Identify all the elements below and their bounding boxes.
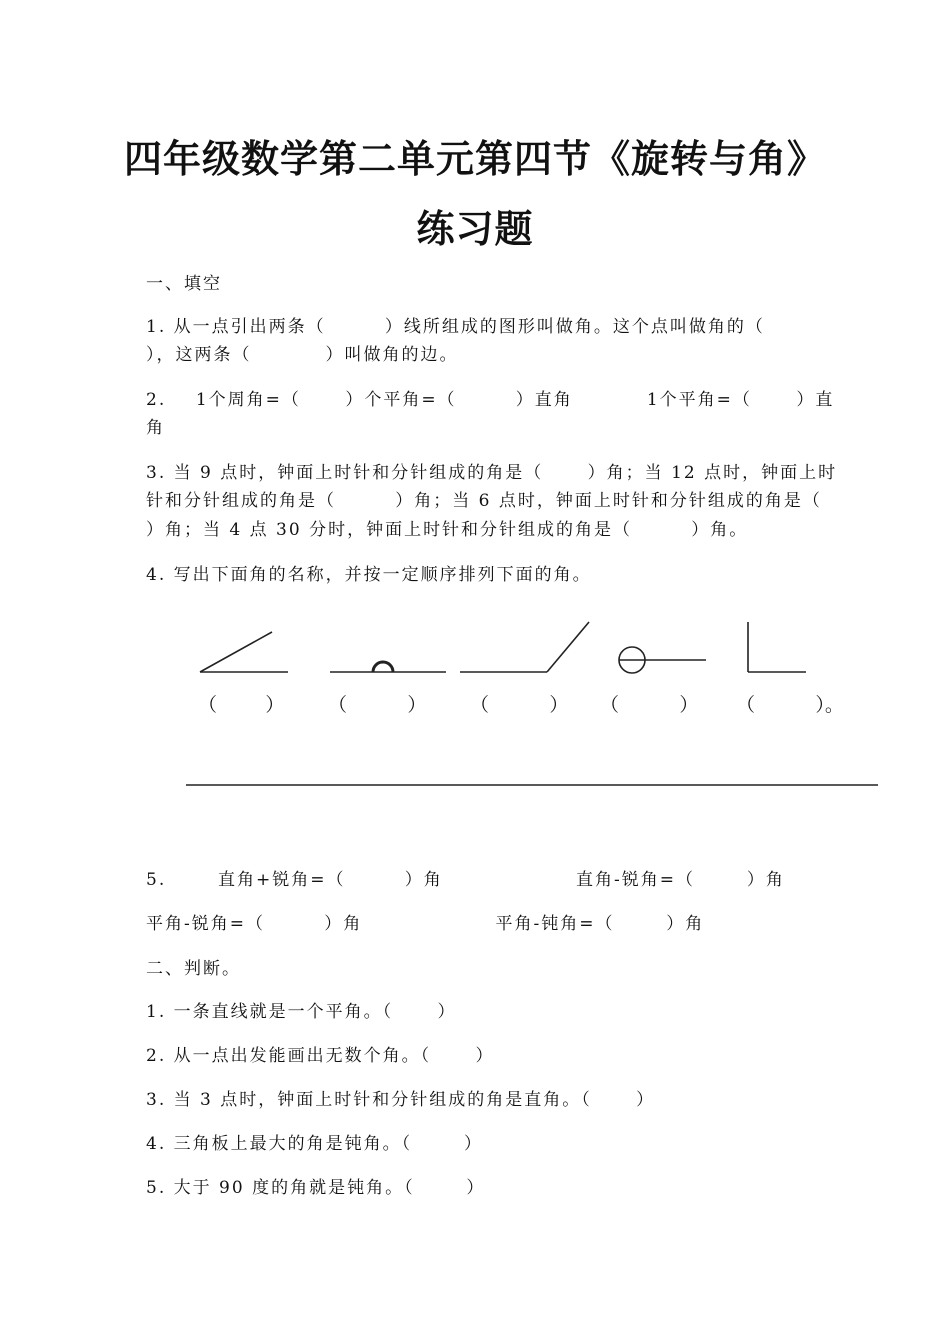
judge-item-1: 1. 一条直线就是一个平角。（ ）	[146, 1002, 457, 1022]
answer-blank-4: （ ）	[600, 694, 699, 716]
answer-blank-5: （ ）。	[736, 694, 844, 716]
answer-blank-2: （ ）	[328, 694, 427, 716]
q3-line2: 针和分针组成的角是（ ）角；当 6 点时，钟面上时针和分针组成的角是（	[146, 491, 822, 511]
judge-item-3: 3. 当 3 点时，钟面上时针和分针组成的角是直角。（ ）	[146, 1090, 656, 1110]
q1-line1: 1. 从一点引出两条（ ）线所组成的图形叫做角。这个点叫做角的（	[146, 317, 765, 337]
q4-text: 4. 写出下面角的名称，并按一定顺序排列下面的角。	[146, 565, 592, 585]
section2-heading: 二、判断。	[146, 959, 241, 979]
q2-line1: 2. 1个周角=（ ）个平角=（ ）直角 1个平角=（ ）直	[146, 390, 835, 410]
page-title: 四年级数学第二单元第四节《旋转与角》	[123, 136, 826, 181]
straight-angle-arc	[373, 662, 393, 672]
q5-line1: 5. 直角+锐角=（ ）角 直角-锐角=（ ）角	[146, 870, 785, 890]
answer-blank-3: （ ）	[470, 694, 569, 716]
judge-item-4: 4. 三角板上最大的角是钝角。（ ）	[146, 1134, 483, 1154]
q5-line2: 平角-锐角=（ ）角 平角-钝角=（ ）角	[146, 914, 705, 934]
page-subtitle: 练习题	[416, 206, 534, 251]
judge-item-2: 2. 从一点出发能画出无数个角。（ ）	[146, 1046, 495, 1066]
acute-angle-arm	[200, 632, 272, 672]
obtuse-angle-arm	[547, 622, 589, 672]
q2-line2: 角	[146, 418, 165, 438]
judge-item-5: 5. 大于 90 度的角就是钝角。（ ）	[146, 1178, 486, 1198]
q1-line2: ），这两条（ ）叫做角的边。	[146, 345, 459, 365]
answer-blank-1: （ ）	[198, 694, 285, 716]
q3-line1: 3. 当 9 点时，钟面上时针和分针组成的角是（ ）角；当 12 点时，钟面上时	[146, 463, 838, 483]
q3-line3: ）角；当 4 点 30 分时，钟面上时针和分针组成的角是（ ）角。	[146, 520, 749, 540]
section1-heading: 一、填空	[146, 274, 222, 294]
